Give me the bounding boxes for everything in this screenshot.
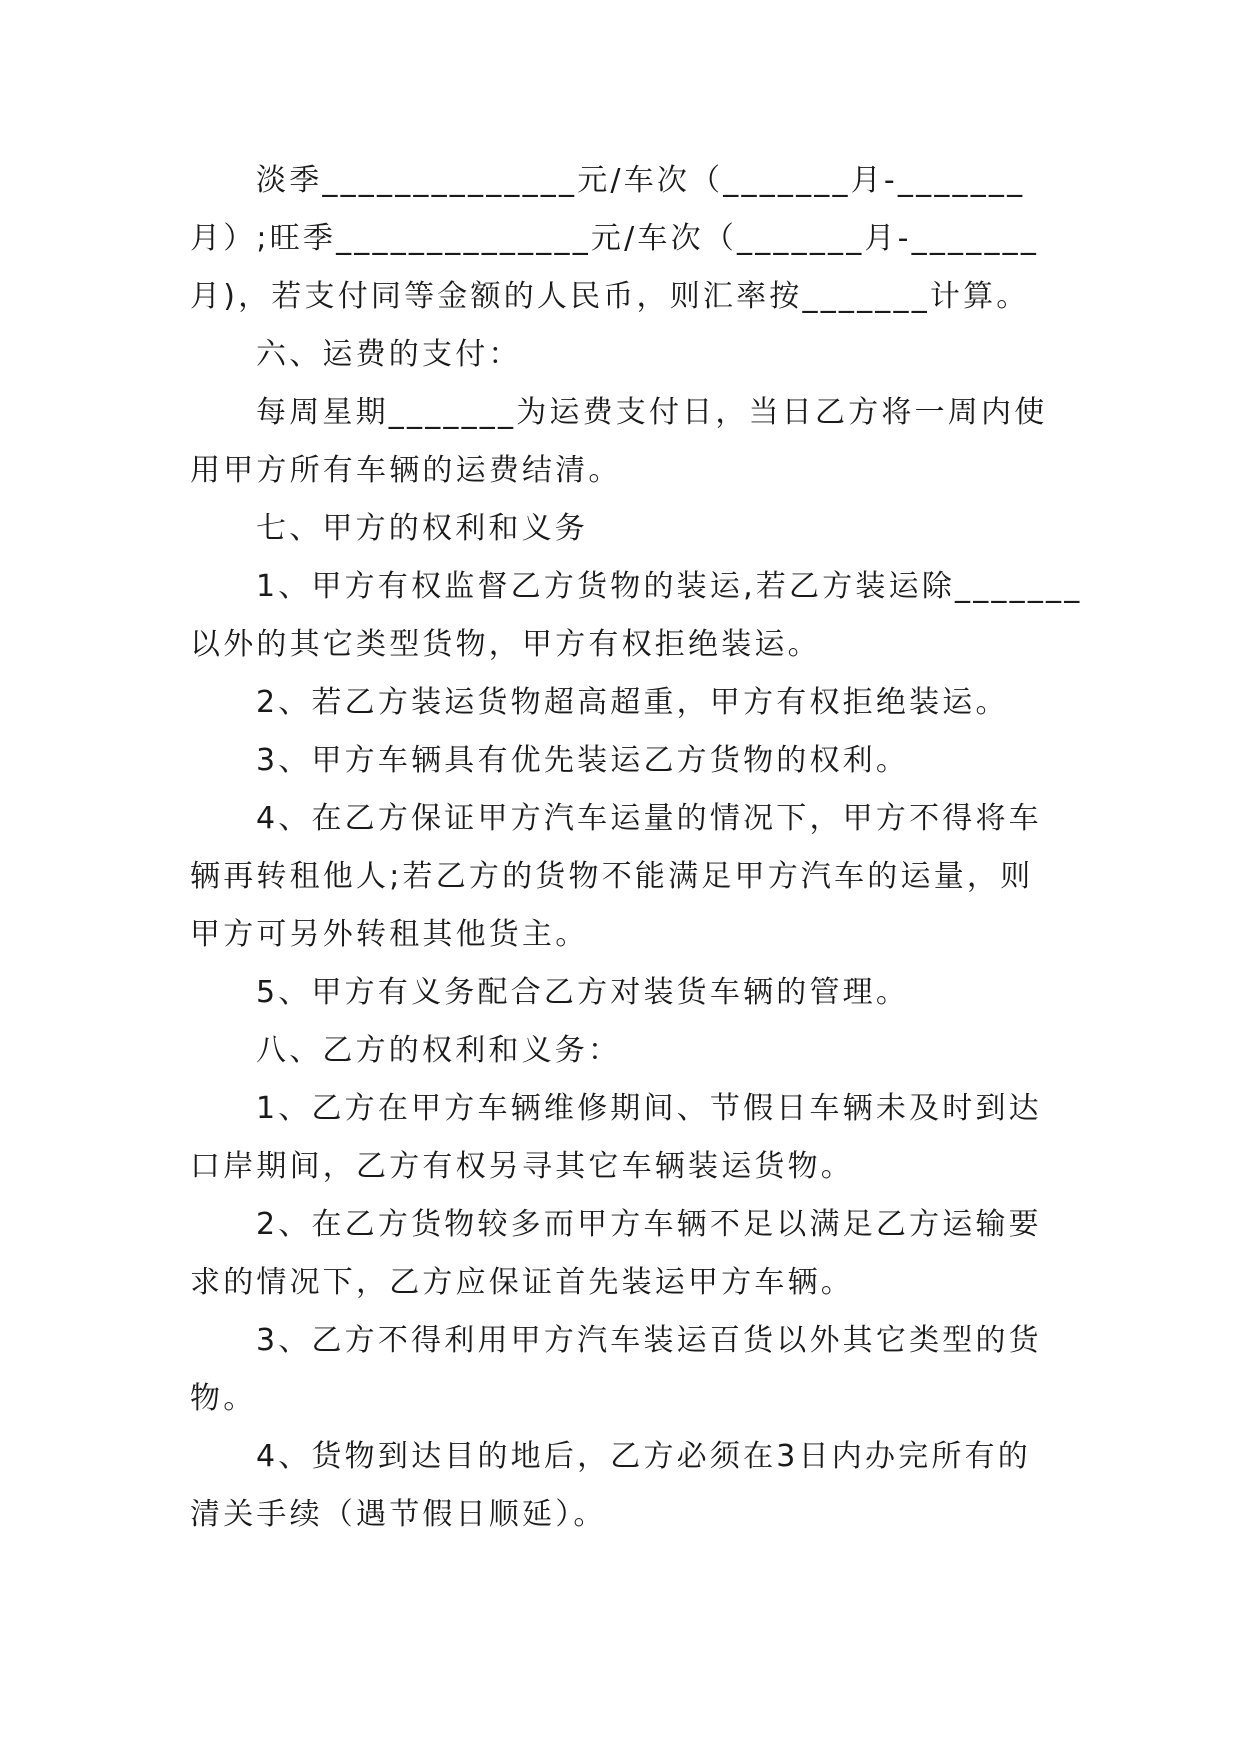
text-line: 以外的其它类型货物，甲方有权拒绝装运。 — [190, 627, 821, 662]
text-line: 淡季______________元/车次（_______月-_______ — [256, 163, 1026, 198]
text-line: 求的情况下，乙方应保证首先装运甲方车辆。 — [190, 1265, 854, 1300]
text-line: 2、若乙方装运货物超高超重，甲方有权拒绝装运。 — [256, 685, 1009, 720]
text-line: 用甲方所有车辆的运费结清。 — [190, 453, 622, 488]
text-line: 物。 — [190, 1381, 257, 1416]
text-line: 4、在乙方保证甲方汽车运量的情况下，甲方不得将车 — [256, 801, 1042, 836]
text-line: 口岸期间，乙方有权另寻其它车辆装运货物。 — [190, 1149, 854, 1184]
text-line: 1、甲方有权监督乙方货物的装运,若乙方装运除_______ — [256, 569, 1083, 604]
text-line: 甲方可另外转租其他货主。 — [190, 917, 589, 952]
text-line: 月）;旺季______________元/车次（_______月-_______ — [190, 221, 1040, 256]
text-line: 清关手续（遇节假日顺延）。 — [190, 1497, 607, 1532]
section-heading: 八、乙方的权利和义务： — [256, 1033, 622, 1068]
text-line: 1、乙方在甲方车辆维修期间、节假日车辆未及时到达 — [256, 1091, 1042, 1126]
text-line: 月)，若支付同等金额的人民币，则汇率按_______计算。 — [190, 279, 1030, 314]
section-heading: 六、运费的支付： — [256, 337, 522, 372]
text-line: 3、乙方不得利用甲方汽车装运百货以外其它类型的货 — [256, 1323, 1042, 1358]
text-line: 5、甲方有义务配合乙方对装货车辆的管理。 — [256, 975, 910, 1010]
text-line: 辆再转租他人;若乙方的货物不能满足甲方汽车的运量，则 — [190, 859, 1034, 894]
text-line: 3、甲方车辆具有优先装运乙方货物的权利。 — [256, 743, 910, 778]
text-line: 2、在乙方货物较多而甲方车辆不足以满足乙方运输要 — [256, 1207, 1042, 1242]
section-heading: 七、甲方的权利和义务 — [256, 511, 588, 546]
text-line: 每周星期_______为运费支付日，当日乙方将一周内使 — [256, 395, 1048, 430]
text-line: 4、货物到达目的地后，乙方必须在3日内办完所有的 — [256, 1439, 1031, 1474]
